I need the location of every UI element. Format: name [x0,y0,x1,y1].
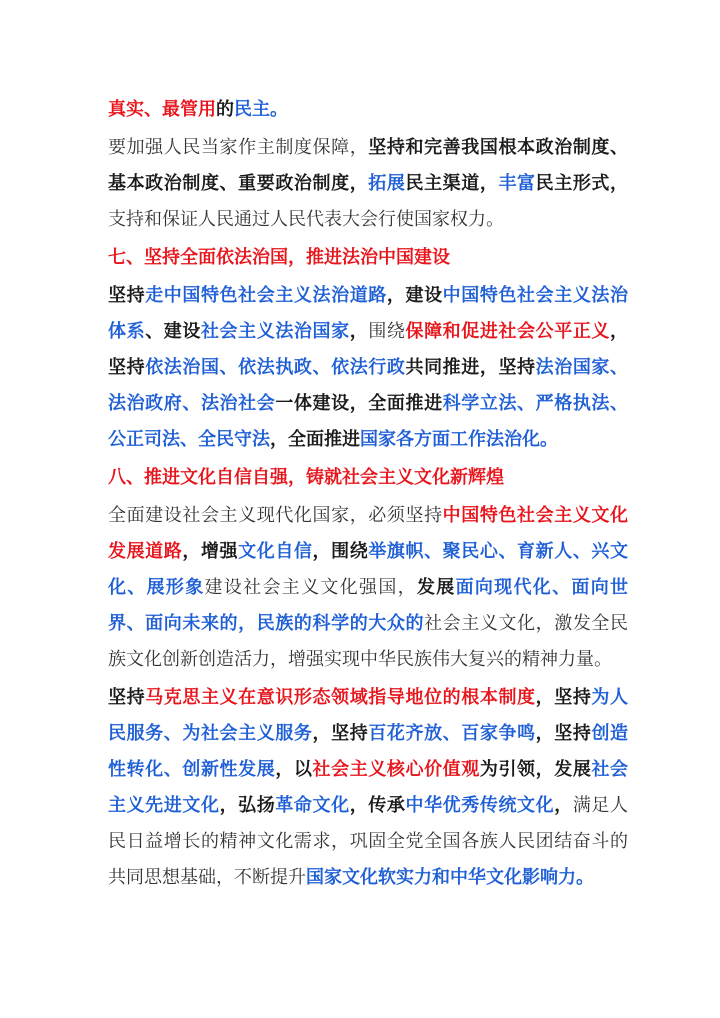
text-run: 一体建设，全面推进 [275,393,443,414]
text-run: ，坚持 [108,321,629,378]
heading-seven-rule-of-law [108,240,628,276]
para-democracy-institutions [108,130,628,238]
text-run: ，增强 [182,541,239,562]
text-run: 坚持 [108,285,146,306]
text-run: 走中国特色社会主义法治道路 [145,285,387,306]
text-run: 革命文化 [275,795,350,816]
text-run: 为引领，发展 [479,759,592,780]
text-run: ，全面推进 [270,429,360,450]
text-run: 要加强人民当家作主制度保障， [108,137,369,158]
text-run: ， [349,321,369,342]
text-run: 国家文化软实力和中华文化影响力。 [306,867,594,888]
text-run: 发展 [416,577,456,598]
text-run: 建设社会主义文化强国， [204,577,417,598]
text-run: ，坚持 [535,723,592,744]
text-run: 中国特色社会主义法治体系 [108,285,629,342]
text-run: 百花齐放、百家争鸣 [368,723,536,744]
text-run: 国家各方面工作法治化。 [360,429,558,450]
text-run: ，传承 [349,795,406,816]
text-run: 创造性转化、创新性发展 [108,723,629,780]
text-run: 社会主义先进文化 [108,759,629,816]
para-marxism-guidance [108,680,628,896]
text-run: 七、坚持全面依法治国，推进法治中国建设 [108,247,450,268]
heading-eight-culture [108,460,628,496]
text-run: 民主形式， [535,173,629,194]
text-run: 坚持和完善我国根本政治制度、基本政治制度、重要政治制度， [108,137,628,194]
para-culture-road [108,498,628,678]
text-run: ， [554,795,573,816]
text-run: ，建设 [386,285,443,306]
text-run: 科学立法、严格执法、公正司法、全民守法 [108,393,629,450]
text-run: 马克思主义在意识形态领域指导地位的根本制度 [145,687,536,708]
text-run: 真实、最管用 [108,99,216,120]
text-run: 法治国家、法治政府、法治社会 [108,357,629,414]
text-run: 社会主义核心价值观 [312,759,480,780]
text-run: ，以 [275,759,313,780]
text-run: ，坚持 [312,723,369,744]
text-run: 共同推进，坚持 [405,357,536,378]
text-run: ，弘扬 [219,795,276,816]
text-run: 八、推进文化自信自强，铸就社会主义文化新辉煌 [108,467,504,488]
text-run: 坚持 [108,687,146,708]
text-run: 的 [216,99,234,120]
text-run: 丰富 [498,173,536,194]
text-run: ，坚持 [535,687,592,708]
text-run: 民主。 [234,99,288,120]
para-intro-democracy [108,92,628,128]
text-run: 社会主义文化，激发全民族文化创新创造活力，增强实现中华民族伟大复兴的精神力量。 [108,613,629,670]
text-run: 中国特色社会主义文化发展道路 [108,505,629,562]
text-run: 为人民服务、为社会主义服务 [108,687,629,744]
text-run: 中华优秀传统文化 [405,795,555,816]
text-run: 社会主义法治国家 [200,321,350,342]
text-run: 依法治国、依法执政、依法行政 [145,357,406,378]
para-rule-of-law [108,278,628,458]
text-run: 满足人民日益增长的精神文化需求，巩固全党全国各族人民团结奋斗的共同思想基础，不断提升 [108,795,629,888]
text-run: 围绕 [368,321,406,342]
text-run: ，围绕 [312,541,369,562]
text-run: 、建设 [145,321,201,342]
text-run: 保障和促进社会公平正义 [405,321,611,342]
text-run: 面向现代化、面向世界、面向未来的，民族的科学的大众的 [108,577,629,634]
text-run: 文化自信 [238,541,313,562]
text-run: 拓展 [368,173,406,194]
text-run: 民主渠道， [405,173,499,194]
text-run: 举旗帜、聚民心、育新人、兴文化、展形象 [108,541,629,598]
document-body [108,92,628,898]
text-run: 支持和保证人民通过人民代表大会行使国家权力。 [108,209,504,230]
text-run: 全面建设社会主义现代化国家，必须坚持 [108,505,443,526]
